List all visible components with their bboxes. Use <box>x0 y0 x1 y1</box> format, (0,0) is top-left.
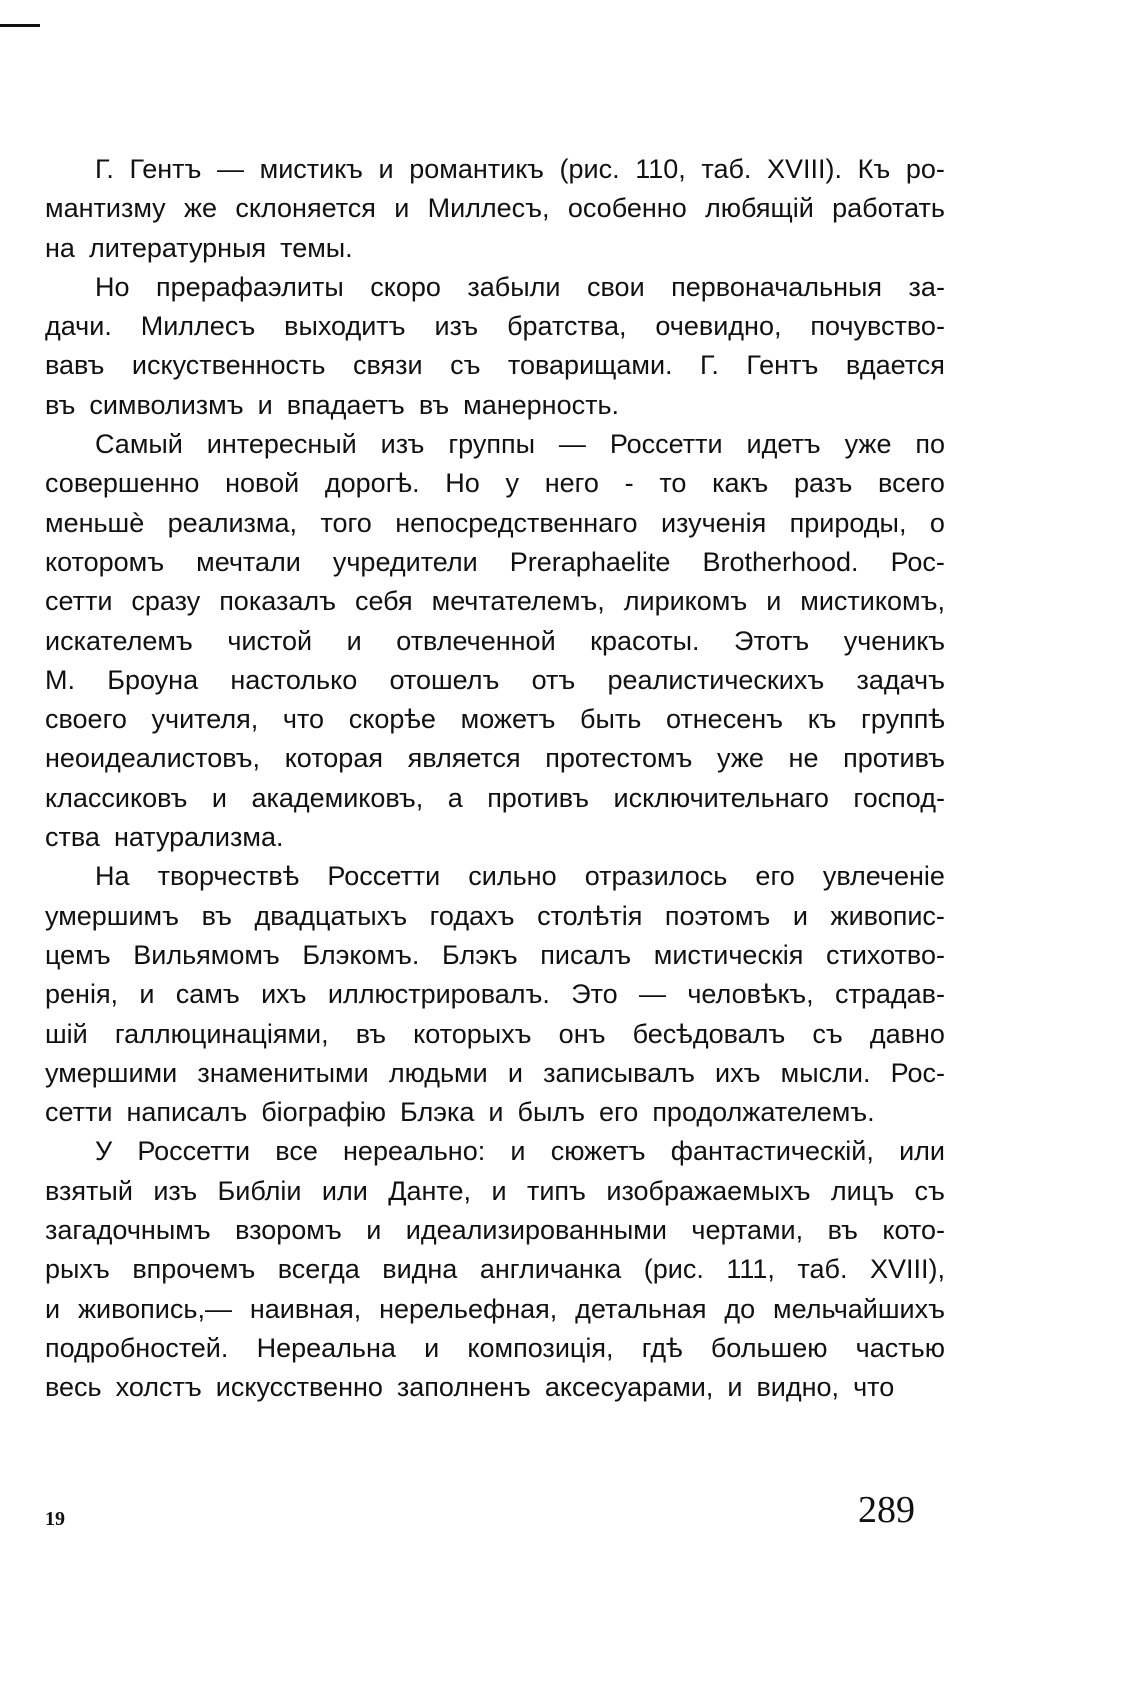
text-line: умершими знаменитыми людьми и записывалъ ихъ мысли. Рос- <box>45 1057 945 1088</box>
text-line: искателемъ чистой и отвлеченной красоты. Этотъ ученикъ <box>45 625 945 656</box>
text-line: мантизму же склоняется и Миллесъ, особенно любящій работать <box>45 193 945 224</box>
text-line: Самый интересный изъ группы — Россетти идетъ уже по <box>95 429 945 460</box>
text-line: взятый изъ Библіи или Данте, и типъ изображаемыхъ лицъ съ <box>45 1175 945 1206</box>
text-line: и живопись,— наивная, нерельефная, детальная до мельчайшихъ <box>45 1293 945 1324</box>
text-line: классиковъ и академиковъ, а противъ исключительнаго господ- <box>45 782 945 813</box>
text-line: цемъ Вильямомъ Блэкомъ. Блэкъ писалъ мистическія стихотво- <box>45 939 945 970</box>
page-number: 289 <box>858 1489 915 1531</box>
text-line: На творчествѣ Россетти сильно отразилось его увлеченіе <box>95 861 945 892</box>
text-line: весь холстъ искусственно заполненъ аксесуарами, и видно, что <box>45 1372 895 1403</box>
text-line: меньшѐ реализма, того непосредственнаго изученія природы, о <box>45 507 945 538</box>
text-line: ренія, и самъ ихъ иллюстрировалъ. Это — человѣкъ, страдав- <box>45 979 945 1010</box>
text-line: Г. Гентъ — мистикъ и романтикъ (рис. 110, таб. XVIII). Къ ро- <box>95 154 945 184</box>
text-line: которомъ мечтали учредители Preraphaelite Brotherhood. Рос- <box>45 546 945 577</box>
text-line: сетти написалъ біографію Блэка и былъ его продолжателемъ. <box>45 1097 875 1128</box>
page-body-text <box>45 150 945 1408</box>
text-line: вавъ искуственность связи съ товарищами. Г. Гентъ вдается <box>45 350 945 381</box>
text-line: совершенно новой дорогѣ. Но у него - то какъ разъ всего <box>45 468 945 499</box>
text-line: въ символизмъ и впадаетъ въ манерность. <box>45 389 620 420</box>
signature-mark: 19 <box>45 1508 65 1530</box>
text-line: неоидеалистовъ, которая является протестомъ уже не противъ <box>45 743 945 774</box>
text-line: сетти сразу показалъ себя мечтателемъ, лирикомъ и мистикомъ, <box>45 586 945 617</box>
text-line: своего учителя, что скорѣе можетъ быть отнесенъ къ группѣ <box>45 704 945 735</box>
text-line: умершимъ въ двадцатыхъ годахъ столѣтія поэтомъ и живопис- <box>45 900 945 931</box>
text-line: М. Броуна настолько отошелъ отъ реалистическихъ задачъ <box>45 664 945 695</box>
text-line: ства натурализма. <box>45 822 284 853</box>
text-line: загадочнымъ взоромъ и идеализированными чертами, въ кото- <box>45 1215 945 1246</box>
text-line: подробностей. Нереальна и композиція, гдѣ большею частью <box>45 1332 945 1363</box>
text-line: рыхъ впрочемъ всегда видна англичанка (рис. 111, таб. XVIII), <box>45 1254 945 1285</box>
text-line: дачи. Миллесъ выходитъ изъ братства, очевидно, почувство- <box>45 311 945 342</box>
text-line: на литературныя темы. <box>45 232 353 263</box>
text-line: У Россетти все нереально: и сюжетъ фантастическій, или <box>95 1136 945 1167</box>
text-line: Но прерафаэлиты скоро забыли свои первоначальныя за- <box>95 271 945 302</box>
corner-mark <box>0 24 40 27</box>
text-line: шій галлюцинаціями, въ которыхъ онъ бесѣдовалъ съ давно <box>45 1018 945 1049</box>
